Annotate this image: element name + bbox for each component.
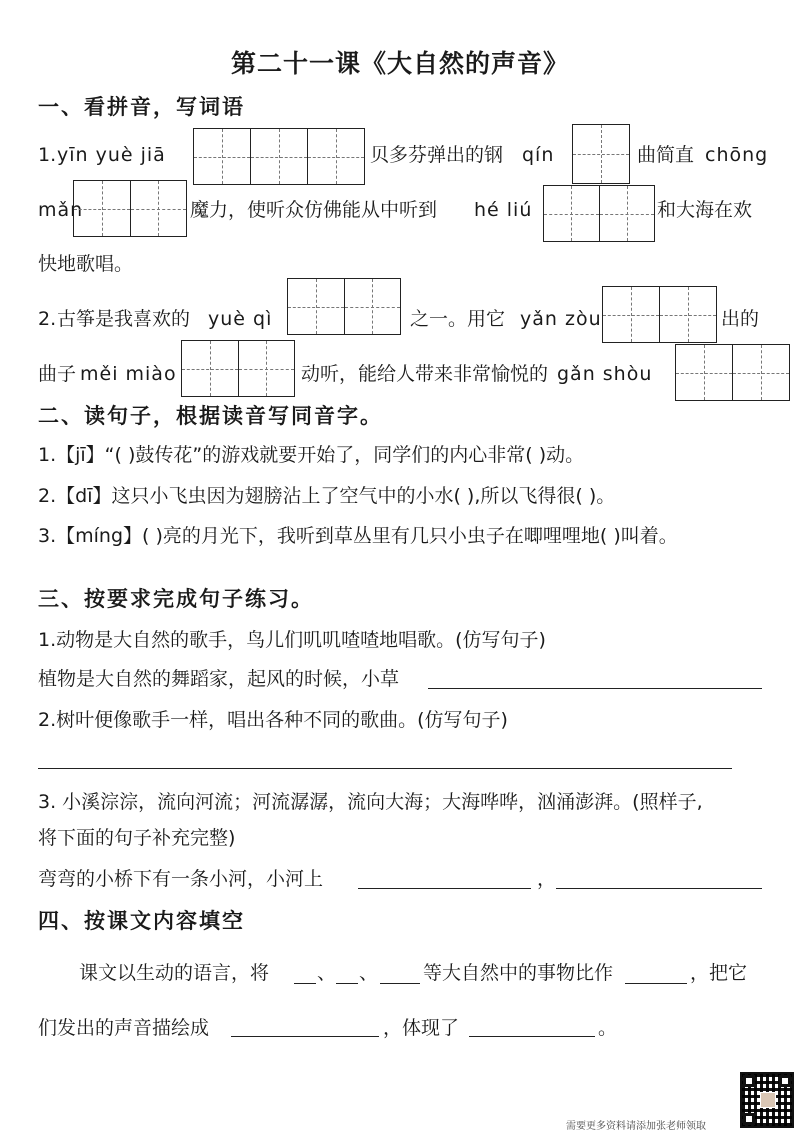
grid-cell[interactable] [182, 341, 238, 396]
qr-finder-icon [743, 1075, 755, 1087]
q2-pinyin-yueqi: yuè qì [208, 308, 273, 330]
q2-pinyin-yanzou: yǎn zòu [520, 308, 602, 330]
qr-code-icon[interactable] [740, 1072, 794, 1128]
section3-q3-answer-prefix: 弯弯的小桥下有一条小河，小河上 [38, 868, 324, 890]
q2-text1: 古筝是我喜欢的 [57, 308, 191, 330]
grid-cell[interactable] [659, 287, 716, 342]
section4-heading: 四、按课文内容填空 [38, 909, 245, 933]
section4-line1-a: 课文以生动的语言，将 [79, 962, 270, 984]
answer-blank-1[interactable] [294, 983, 316, 984]
q1-prefix: 1. [38, 144, 57, 166]
section4-line2-b: ，体现了 [383, 1017, 460, 1039]
answer-line-q3b[interactable] [556, 888, 762, 889]
section3-q1: 1.动物是大自然的歌手，鸟儿们叽叽喳喳地唱歌。(仿写句子) [38, 629, 546, 651]
answer-grid-heliu[interactable] [543, 185, 655, 242]
grid-cell[interactable] [250, 129, 307, 184]
grid-cell[interactable] [603, 287, 659, 342]
section1-heading: 一、看拼音，写词语 [38, 95, 245, 119]
q1-pinyin-yinyuejia: yīn yuè jiā [57, 144, 166, 166]
section4-line1-b: 等大自然中的事物比作 [423, 962, 614, 984]
q1-pinyin-heliu: hé liú [474, 199, 533, 221]
q2-text5: 动听，能给人带来非常愉悦的 [301, 363, 549, 385]
q1-text5: 快地歌唱。 [38, 253, 134, 275]
grid-cell[interactable] [344, 279, 401, 334]
section3-q1-answer-prefix: 植物是大自然的舞蹈家，起风的时候，小草 [38, 668, 400, 690]
grid-cell[interactable] [194, 129, 250, 184]
avatar [760, 1092, 776, 1108]
answer-blank-4[interactable] [625, 983, 687, 984]
answer-line-q2[interactable] [38, 768, 732, 769]
section4-line1-c: ，把它 [690, 962, 748, 984]
grid-cell[interactable] [573, 125, 629, 183]
qr-finder-icon [779, 1075, 791, 1087]
answer-blank-3[interactable] [380, 983, 420, 984]
grid-cell[interactable] [288, 279, 344, 334]
answer-line-q3a[interactable] [358, 888, 531, 889]
section4-sep-2: 、 [359, 962, 379, 984]
q2-text4: 曲子 [38, 363, 77, 385]
answer-blank-5[interactable] [231, 1036, 379, 1037]
section2-item-3: 3.【míng】( )亮的月光下，我听到草丛里有几只小虫子在唧哩哩地( )叫着。 [38, 525, 678, 547]
section2-item-1: 1.【jī】“( )鼓传花”的游戏就要开始了，同学们的内心非常( )动。 [38, 444, 585, 466]
q1-pinyin-man: mǎn [38, 199, 84, 221]
grid-cell[interactable] [544, 186, 599, 241]
grid-cell[interactable] [676, 345, 732, 400]
answer-grid-ganshou[interactable] [675, 344, 790, 401]
grid-cell[interactable] [74, 181, 130, 236]
qr-finder-icon [743, 1113, 755, 1125]
q2-text3: 出的 [721, 308, 760, 330]
section3-q2: 2.树叶便像歌手一样，唱出各种不同的歌曲。(仿写句子) [38, 709, 508, 731]
section3-q3-line1: 3. 小溪淙淙，流向河流；河流潺潺，流向大海；大海哗哗，汹涌澎湃。(照样子, [38, 791, 703, 813]
section4-line2-c: 。 [598, 1017, 618, 1039]
q2-pinyin-ganshou: gǎn shòu [557, 363, 653, 385]
section4-sep-1: 、 [317, 962, 337, 984]
section4-line2-a: 们发出的声音描绘成 [38, 1017, 210, 1039]
q1-text1: 贝多芬弹出的钢 [370, 144, 504, 166]
q2-pinyin-meimiao: měi miào [80, 363, 177, 385]
grid-cell[interactable] [238, 341, 295, 396]
q1-pinyin-qin: qín [522, 144, 555, 166]
answer-grid-yanzou[interactable] [602, 286, 717, 343]
answer-grid-qin[interactable] [572, 124, 630, 184]
grid-cell[interactable] [130, 181, 187, 236]
section2-heading: 二、读句子，根据读音写同音字。 [38, 404, 383, 428]
section3-q3-comma: ， [537, 868, 557, 890]
footer-note: 需要更多资料请添加张老师领取 [566, 1121, 706, 1132]
q2-prefix: 2. [38, 308, 57, 330]
page-title: 第二十一课《大自然的声音》 [230, 49, 569, 78]
q1-text3: 魔力，使听众仿佛能从中听到 [190, 199, 438, 221]
section3-q3-line2: 将下面的句子补充完整) [38, 827, 236, 849]
answer-grid-meimiao[interactable] [181, 340, 295, 397]
answer-blank-6[interactable] [469, 1036, 595, 1037]
section3-heading: 三、按要求完成句子练习。 [38, 587, 314, 611]
q1-pinyin-chong: chōng [705, 144, 769, 166]
answer-grid-chongman[interactable] [73, 180, 187, 237]
grid-cell[interactable] [599, 186, 655, 241]
grid-cell[interactable] [732, 345, 789, 400]
answer-grid-yueqi[interactable] [287, 278, 401, 335]
q1-text4: 和大海在欢 [657, 199, 753, 221]
q2-text2: 之一。用它 [410, 308, 506, 330]
answer-line-q1[interactable] [428, 688, 762, 689]
section2-item-2: 2.【dī】这只小飞虫因为翅膀沾上了空气中的小水( ),所以飞得很( )。 [38, 485, 616, 507]
grid-cell[interactable] [307, 129, 364, 184]
answer-grid-yinyuejia[interactable] [193, 128, 365, 185]
q1-text2: 曲简直 [637, 144, 695, 166]
answer-blank-2[interactable] [336, 983, 358, 984]
